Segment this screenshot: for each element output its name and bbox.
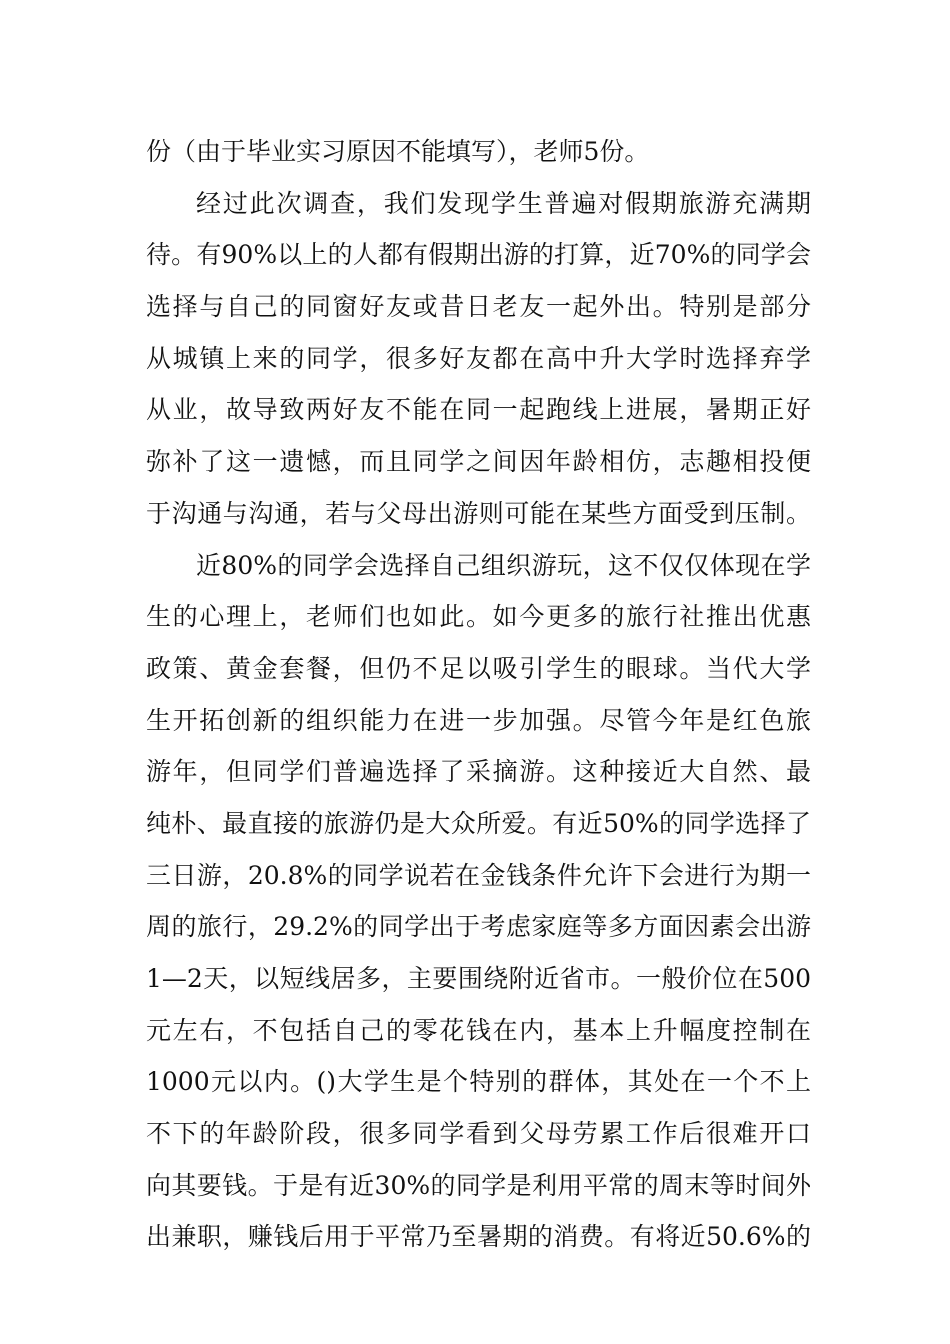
text-line: 元左右，不包括自己的零花钱在内，基本上升幅度控制在 <box>146 1015 811 1045</box>
text-line: 近80%的同学会选择自己组织游玩，这不仅仅体现在学 <box>196 550 811 580</box>
text-line: 经过此次调查，我们发现学生普遍对假期旅游充满期 <box>196 188 811 218</box>
text-line: 从城镇上来的同学，很多好友都在高中升大学时选择弃学 <box>146 343 811 373</box>
text-line: 政策、黄金套餐，但仍不足以吸引学生的眼球。当代大学 <box>146 653 811 683</box>
text-line: 生的心理上，老师们也如此。如今更多的旅行社推出优惠 <box>146 602 811 632</box>
text-line: 待。有90%以上的人都有假期出游的打算，近70%的同学会 <box>146 240 811 270</box>
text-line: 出兼职，赚钱后用于平常乃至暑期的消费。有将近50.6%的 <box>146 1222 811 1252</box>
text-line: 游年，但同学们普遍选择了采摘游。这种接近大自然、最 <box>146 757 811 787</box>
text-line: 周的旅行，29.2%的同学出于考虑家庭等多方面因素会出游 <box>146 912 811 942</box>
text-line: 向其要钱。于是有近30%的同学是利用平常的周末等时间外 <box>146 1170 811 1200</box>
document-body <box>146 126 811 1263</box>
text-line: 选择与自己的同窗好友或昔日老友一起外出。特别是部分 <box>146 292 811 322</box>
text-line: 纯朴、最直接的旅游仍是大众所爱。有近50%的同学选择了 <box>146 808 811 838</box>
text-line: 弥补了这一遗憾，而且同学之间因年龄相仿，志趣相投便 <box>146 447 811 477</box>
text-line: 1—2天，以短线居多，主要围绕附近省市。一般价位在500 <box>146 964 811 993</box>
text-line: 于沟通与沟通，若与父母出游则可能在某些方面受到压制。 <box>146 498 811 528</box>
text-line: 三日游，20.8%的同学说若在金钱条件允许下会进行为期一 <box>146 860 811 890</box>
text-line: 从业，故导致两好友不能在同一起跑线上进展，暑期正好 <box>146 395 811 425</box>
paragraph-3 <box>146 540 811 1264</box>
text-line: 1000元以内。()大学生是个特别的群体，其处在一个不上 <box>146 1067 811 1097</box>
text-line: 不下的年龄阶段，很多同学看到父母劳累工作后很难开口 <box>146 1119 811 1149</box>
paragraph-1 <box>146 126 811 178</box>
paragraph-2 <box>146 178 811 540</box>
text-line: 生开拓创新的组织能力在进一步加强。尽管今年是红色旅 <box>146 705 811 735</box>
text-line: 份（由于毕业实习原因不能填写），老师5份。 <box>146 137 650 166</box>
